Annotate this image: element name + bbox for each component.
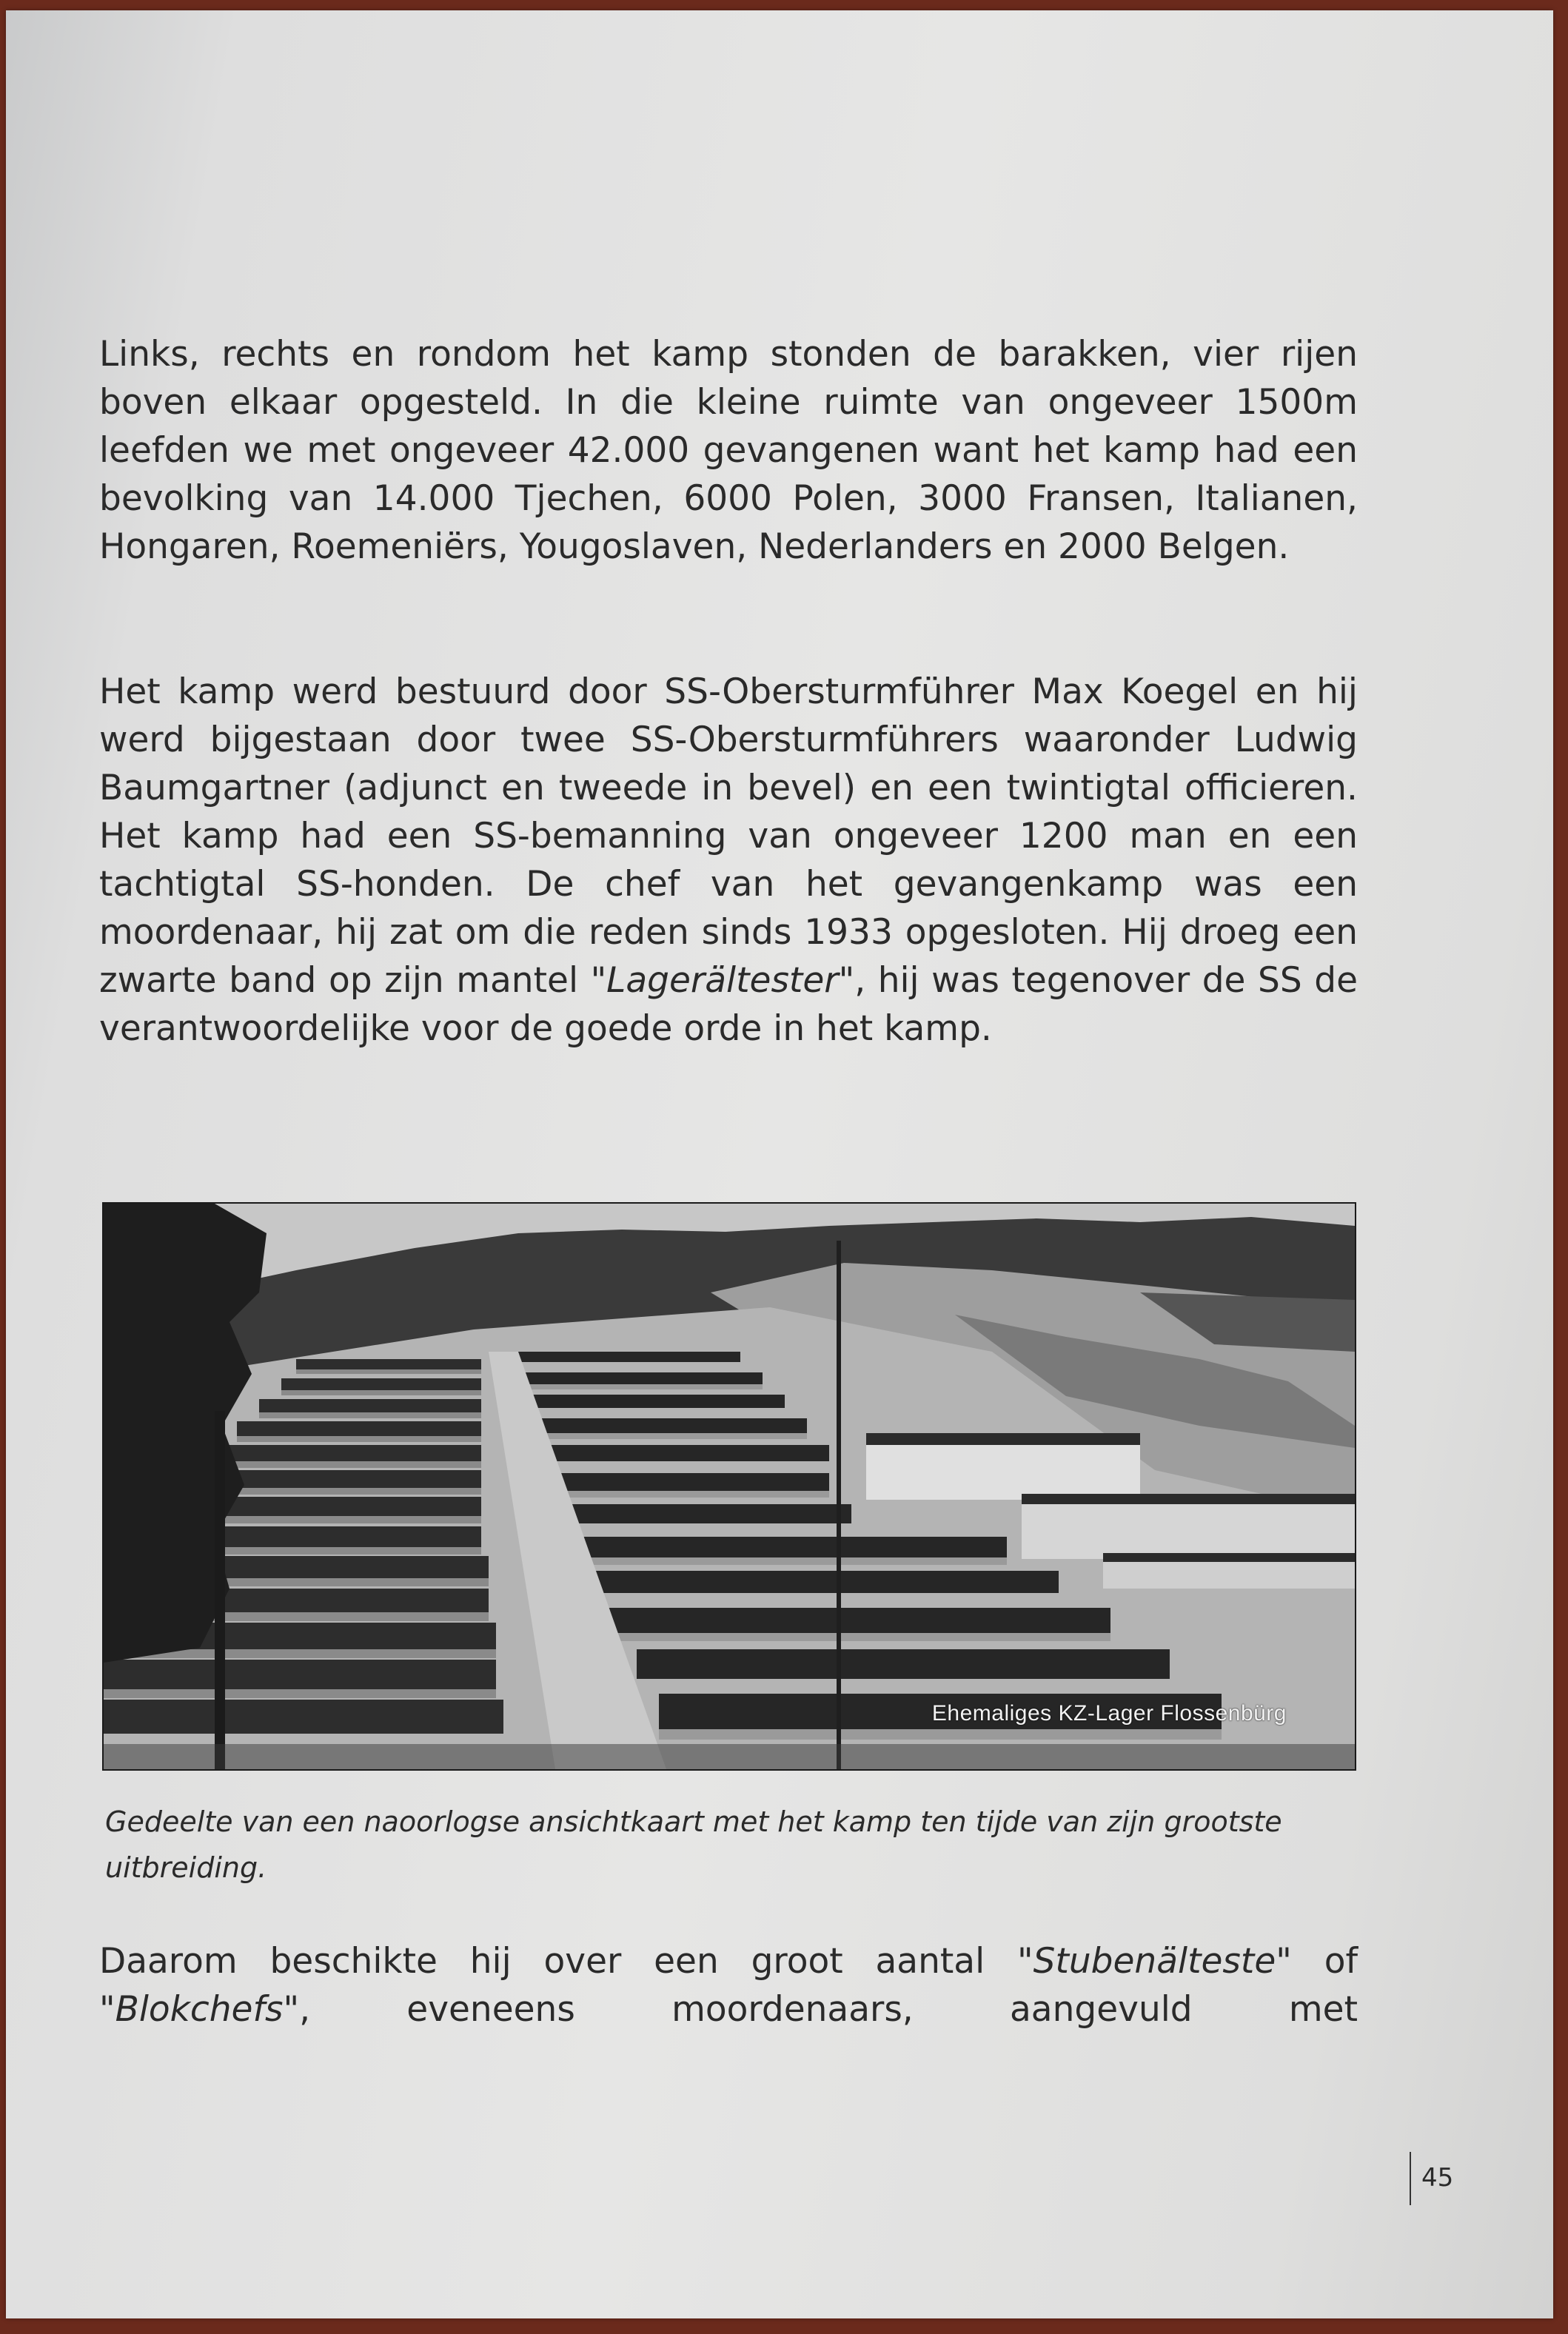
italic-term: "Lagerältester" [590,960,855,1001]
italic-term: "Stubenälteste" [1017,1941,1292,1982]
paragraph-text: of [1291,1941,1358,1982]
book-page [6,10,1553,2318]
photo-imprint: Ehemaliges KZ-Lager Flossenbürg [931,1701,1287,1726]
paragraph-barracks [99,330,1358,571]
paragraph-camp-command [99,668,1358,1053]
paragraph-text: , hij was tegenover de SS de verantwoordelijke voor de goede orde in het kamp. [99,960,1358,1049]
paragraph-blockchefs [99,1937,1358,2033]
page-number: 45 [1421,2163,1454,2193]
italic-term: "Blokchefs" [99,1989,300,2030]
paragraph-text: , eveneens moordenaars, aangevuld met [299,1989,1358,2030]
camp-photograph [102,1202,1356,1771]
paragraph-text: Links, rechts en rondom het kamp stonden de barakken, vier rijen boven elkaar opgesteld. In die kleine ruimte van ongeveer 1500m leefden we met ongeveer 42.000 gevangenen want het kamp had een bevolking van 14.000 Tjechen, 6000 Polen, 3000 Fransen, Italianen, Hongaren, Roemeniërs, Yougoslaven, Nederlanders en 2000 Belgen. [99,334,1358,567]
paragraph-text: Daarom beschikte hij over een groot aantal [99,1941,1017,1982]
camp-photo-image [104,1204,1355,1769]
paragraph-text: Het kamp werd bestuurd door SS-Obersturmführer Max Koegel en hij werd bijgestaan door twee SS-Obersturmführers waaronder Ludwig Baumgartner (adjunct en tweede in bevel) en een twintigtal officieren. Het kamp had een SS-bemanning van ongeveer 1200 man en een tachtigtal SS-honden. De chef van het gevangenkamp was een moordenaar, hij zat om die reden sinds 1933 opgesloten. Hij droeg een zwarte band op zijn mantel [99,671,1358,1001]
photo-caption: Gedeelte van een naoorlogse ansichtkaart met het kamp ten tijde van zijn grootste uitbreiding. [105,1805,1282,1884]
page-number-divider [1410,2152,1411,2205]
